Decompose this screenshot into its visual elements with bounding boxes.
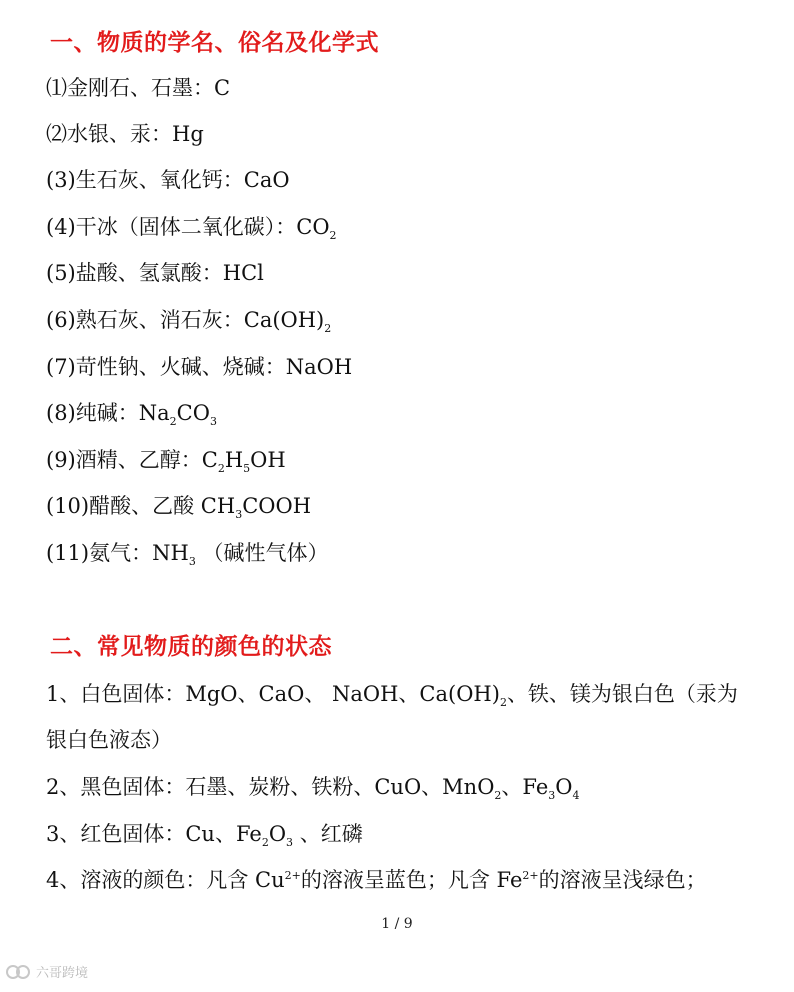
list-item: ⑴金刚石、石墨：C bbox=[46, 76, 231, 100]
list-item: (9)酒精、乙醇：$C_2H_5OH$ bbox=[46, 448, 286, 476]
paragraph-line: 4、溶液的颜色：凡含 $Cu^{2+}$的溶液呈蓝色；凡含 $Fe^{2+}$的溶液呈浅绿色； bbox=[46, 868, 707, 892]
paragraph-line: 银白色液态） bbox=[46, 728, 172, 752]
paragraph-line: 2、黑色固体：石墨、炭粉、铁粉、CuO、MnO$_2$、$Fe_3O_4$ bbox=[46, 775, 580, 803]
list-item: (11)氨气：$NH_3$ （碱性气体） bbox=[46, 541, 329, 569]
list-item: (7)苛性钠、火碱、烧碱：NaOH bbox=[46, 355, 353, 379]
paragraph-line: 3、红色固体：Cu、$Fe_2O_3$ 、红磷 bbox=[46, 822, 363, 850]
watermark bbox=[6, 962, 88, 981]
list-item: (6)熟石灰、消石灰：$Ca(OH)_2$ bbox=[46, 308, 332, 336]
watermark-logo-icon bbox=[6, 963, 32, 981]
list-item: (4)干冰（固体二氧化碳）：$CO_2$ bbox=[46, 215, 337, 243]
list-item: (10)醋酸、乙酸 $CH_3COOH$ bbox=[46, 494, 312, 522]
paragraph-line: 1、白色固体：MgO、CaO、 NaOH、$Ca(OH)_2$、铁、镁为银白色（汞为 bbox=[46, 682, 738, 710]
list-item: (8)纯碱：$Na_2CO_3$ bbox=[46, 401, 217, 429]
section-1-heading: 一、物质的学名、俗名及化学式 bbox=[50, 30, 379, 56]
list-item: (3)生石灰、氧化钙：CaO bbox=[46, 168, 290, 192]
list-item: ⑵水银、汞：Hg bbox=[46, 122, 204, 146]
section-2-heading: 二、常见物质的颜色的状态 bbox=[50, 634, 332, 660]
page-number: 1 / 9 bbox=[381, 916, 413, 932]
list-item: (5)盐酸、氢氯酸：HCl bbox=[46, 261, 264, 285]
watermark-text: 六哥跨境 bbox=[36, 966, 89, 981]
